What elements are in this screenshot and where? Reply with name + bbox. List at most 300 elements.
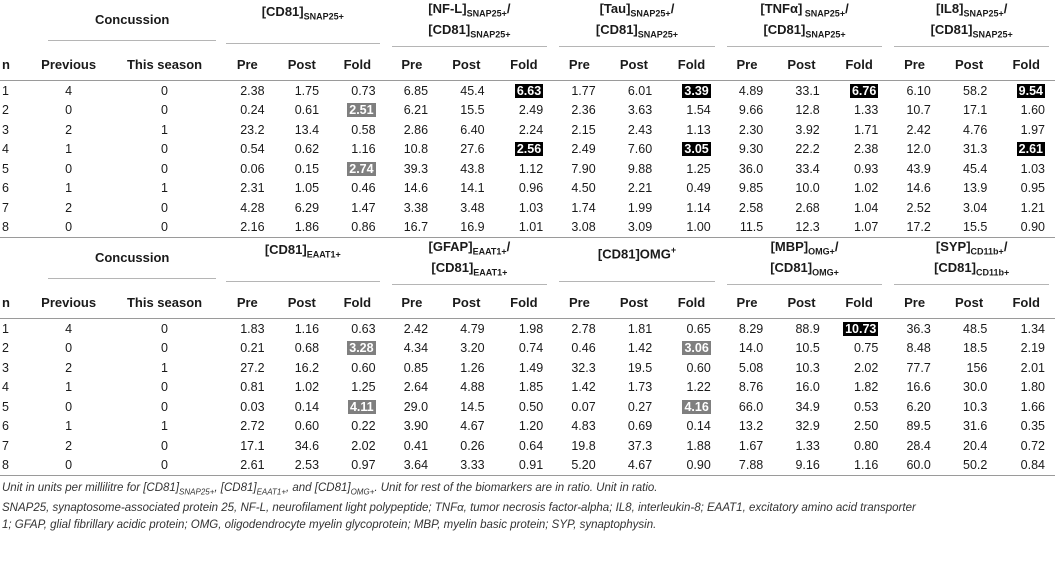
cell-this-season: 1 bbox=[161, 360, 168, 375]
cell-post: 30.0 bbox=[963, 380, 988, 395]
cell-fold: 1.03 bbox=[1020, 161, 1045, 176]
cell-fold: 0.22 bbox=[351, 419, 376, 434]
cell-fold: 1.33 bbox=[853, 103, 879, 118]
biomarker-header: $[IL8]_{SNAP25+}/$ $[CD81]_{SNAP25+}$ bbox=[888, 0, 1055, 48]
column-header-pre: Pre bbox=[736, 294, 758, 310]
fold-highlight-black: 6.76 bbox=[851, 83, 877, 98]
cell-fold bbox=[997, 81, 1055, 101]
cell-fold bbox=[329, 397, 386, 417]
cell-post: 37.3 bbox=[627, 438, 653, 453]
cell-n: 5 bbox=[2, 399, 9, 414]
cell-previous: 1 bbox=[65, 419, 73, 434]
cell-fold: 0.60 bbox=[686, 360, 711, 375]
fold-highlight-black: 10.73 bbox=[845, 321, 877, 336]
cell-post: 6.40 bbox=[460, 122, 485, 137]
cell-n: 8 bbox=[2, 458, 9, 473]
table-row bbox=[0, 159, 1055, 179]
cell-post: 0.14 bbox=[294, 399, 320, 414]
cell-previous: 4 bbox=[65, 321, 73, 336]
cell-pre: 1.74 bbox=[571, 200, 596, 215]
table-row bbox=[0, 456, 1055, 476]
cell-pre: 0.54 bbox=[240, 142, 265, 157]
cell-post: 34.6 bbox=[294, 438, 320, 453]
cell-post: 0.68 bbox=[294, 341, 320, 356]
cell-pre: 0.24 bbox=[240, 103, 265, 118]
cell-post: 1.75 bbox=[294, 83, 320, 98]
table-row bbox=[0, 339, 1055, 359]
cell-fold bbox=[329, 159, 386, 179]
cell-post: 58.2 bbox=[963, 83, 988, 98]
column-header-post: Post bbox=[287, 56, 316, 72]
cell-fold: 0.97 bbox=[351, 458, 376, 473]
cell-post: 45.4 bbox=[963, 161, 988, 176]
cell-post: 33.1 bbox=[795, 83, 820, 98]
table-row bbox=[0, 198, 1055, 218]
cell-fold: 1.47 bbox=[351, 200, 376, 215]
cell-post: 4.88 bbox=[460, 380, 485, 395]
cell-post: 0.27 bbox=[627, 399, 653, 414]
fold-highlight-black: 3.05 bbox=[684, 142, 709, 157]
footnote-units: Unit in units per millilitre for $[CD81]_{SNAP25+}$, $[CD81]_{EAAT1+}$, and $[CD81]_{OMG+}$. Unit for rest of the biomarkers are in ratio. Unit in ratio. bbox=[2, 482, 658, 497]
cell-pre: 4.89 bbox=[738, 83, 764, 98]
cell-post: 10.0 bbox=[795, 181, 820, 196]
cell-pre: 1.42 bbox=[571, 380, 596, 395]
fold-highlight-gray: 3.06 bbox=[684, 341, 709, 356]
cell-fold: 1.22 bbox=[686, 380, 711, 395]
cell-this-season: 1 bbox=[161, 419, 168, 434]
cell-post: 0.15 bbox=[294, 161, 320, 176]
cell-post: 27.6 bbox=[460, 142, 485, 157]
cell-pre: 17.2 bbox=[906, 220, 931, 235]
cell-post: 15.5 bbox=[963, 220, 988, 235]
concussion-group-header: Concussion bbox=[28, 238, 220, 287]
table-row bbox=[0, 218, 1055, 238]
footnote-abbreviations-cont: 1; GFAP, glial fibrillary acidic protein; OMG, oligodendrocyte myelin glycoprotein; MBP, myelin basic protein; SYP, synaptophysin. bbox=[2, 519, 657, 532]
cell-fold: 1.16 bbox=[351, 142, 376, 157]
cell-pre: 89.5 bbox=[906, 419, 931, 434]
cell-post: 31.3 bbox=[963, 142, 988, 157]
column-header-fold: Fold bbox=[510, 294, 538, 310]
cell-previous: 2 bbox=[65, 200, 73, 215]
cell-n: 6 bbox=[2, 419, 9, 434]
column-header-post: Post bbox=[787, 56, 816, 72]
cell-fold: 1.04 bbox=[853, 200, 879, 215]
column-header-post: Post bbox=[955, 294, 984, 310]
cell-pre: 0.06 bbox=[240, 161, 265, 176]
biomarker-header: [CD81]OMG+ bbox=[553, 238, 721, 287]
cell-fold: 0.64 bbox=[518, 438, 544, 453]
cell-post: 22.2 bbox=[795, 142, 820, 157]
cell-fold: 1.25 bbox=[686, 161, 711, 176]
cell-post: 1.86 bbox=[294, 220, 320, 235]
biomarker-header: $[GFAP]_{EAAT1+}/$ $[CD81]_{EAAT1+}$ bbox=[386, 238, 554, 287]
cell-fold: 0.74 bbox=[518, 341, 544, 356]
cell-pre: 60.0 bbox=[906, 458, 931, 473]
cell-post: 33.4 bbox=[795, 161, 820, 176]
column-header-fold: Fold bbox=[1012, 294, 1040, 310]
cell-pre: 28.4 bbox=[906, 438, 931, 453]
cell-this-season: 0 bbox=[161, 321, 168, 336]
cell-previous: 0 bbox=[65, 458, 73, 473]
cell-pre: 2.52 bbox=[906, 200, 931, 215]
cell-pre: 16.6 bbox=[906, 380, 931, 395]
table-row bbox=[0, 378, 1055, 398]
cell-post: 13.4 bbox=[294, 122, 320, 137]
column-header-this-season: This season bbox=[126, 56, 203, 72]
cell-fold: 1.85 bbox=[518, 380, 544, 395]
cell-pre: 2.78 bbox=[571, 321, 596, 336]
cell-pre: 10.7 bbox=[906, 103, 931, 118]
cell-fold: 1.13 bbox=[686, 122, 711, 137]
cell-this-season: 0 bbox=[161, 200, 168, 215]
cell-post: 1.26 bbox=[460, 360, 485, 375]
cell-pre: 8.48 bbox=[906, 341, 931, 356]
cell-fold bbox=[662, 397, 721, 417]
fold-highlight-black: 9.54 bbox=[1018, 83, 1043, 98]
cell-fold: 0.75 bbox=[854, 341, 879, 356]
table-row bbox=[0, 397, 1055, 417]
table-row bbox=[0, 140, 1055, 160]
cell-pre: 3.90 bbox=[403, 419, 429, 434]
cell-pre: 3.38 bbox=[403, 200, 429, 215]
cell-fold: 1.98 bbox=[518, 321, 544, 336]
cell-fold: 0.49 bbox=[686, 181, 711, 196]
cell-post: 3.09 bbox=[627, 220, 653, 235]
column-header-fold: Fold bbox=[343, 56, 372, 72]
cell-fold bbox=[997, 140, 1055, 160]
cell-fold: 0.46 bbox=[351, 181, 376, 196]
cell-post: 3.04 bbox=[963, 200, 988, 215]
cell-fold: 1.16 bbox=[854, 458, 879, 473]
cell-pre: 3.08 bbox=[571, 220, 596, 235]
column-header-previous: Previous bbox=[41, 56, 97, 72]
cell-post: 10.3 bbox=[963, 399, 988, 414]
cell-this-season: 0 bbox=[161, 438, 168, 453]
cell-fold: 0.84 bbox=[1020, 458, 1045, 473]
cell-pre: 2.49 bbox=[571, 142, 596, 157]
cell-post: 1.73 bbox=[627, 380, 653, 395]
cell-this-season: 0 bbox=[161, 142, 168, 157]
cell-fold: 1.97 bbox=[1020, 122, 1045, 137]
cell-fold bbox=[495, 81, 554, 101]
cell-previous: 0 bbox=[65, 220, 73, 235]
cell-pre: 2.30 bbox=[738, 122, 764, 137]
cell-pre: 9.85 bbox=[738, 181, 764, 196]
cell-post: 1.99 bbox=[627, 200, 653, 215]
cell-fold: 0.58 bbox=[351, 122, 376, 137]
table-row bbox=[0, 81, 1055, 101]
column-header-fold: Fold bbox=[677, 294, 706, 310]
fold-highlight-gray: 2.74 bbox=[349, 161, 374, 176]
cell-pre: 1.77 bbox=[571, 83, 596, 98]
cell-fold: 0.80 bbox=[854, 438, 879, 453]
blank-header-cell bbox=[0, 238, 28, 287]
cell-pre: 2.64 bbox=[403, 380, 429, 395]
cell-pre: 0.41 bbox=[403, 438, 429, 453]
column-header-fold: Fold bbox=[845, 294, 873, 310]
cell-pre: 43.9 bbox=[906, 161, 931, 176]
cell-this-season: 0 bbox=[161, 103, 168, 118]
cell-fold: 2.38 bbox=[853, 142, 879, 157]
column-header-n: n bbox=[2, 294, 10, 310]
cell-post: 88.9 bbox=[795, 321, 820, 336]
cell-previous: 1 bbox=[65, 181, 73, 196]
cell-pre: 6.10 bbox=[906, 83, 931, 98]
cell-pre: 4.28 bbox=[240, 200, 265, 215]
cell-pre: 2.72 bbox=[240, 419, 265, 434]
column-header-pre: Pre bbox=[736, 56, 758, 72]
cell-pre: 4.34 bbox=[403, 341, 429, 356]
cell-post: 6.01 bbox=[627, 83, 653, 98]
cell-post: 9.16 bbox=[795, 458, 820, 473]
cell-post: 45.4 bbox=[460, 83, 485, 98]
cell-fold: 1.34 bbox=[1020, 321, 1045, 336]
cell-pre: 19.8 bbox=[571, 438, 596, 453]
cell-post: 16.0 bbox=[795, 380, 820, 395]
cell-post: 16.9 bbox=[460, 220, 485, 235]
cell-fold: 1.82 bbox=[854, 380, 879, 395]
column-header-post: Post bbox=[619, 294, 649, 310]
cell-previous: 2 bbox=[65, 122, 73, 137]
cell-fold: 0.63 bbox=[351, 321, 376, 336]
cell-fold: 1.25 bbox=[351, 380, 376, 395]
cell-n: 6 bbox=[2, 181, 9, 196]
cell-this-season: 0 bbox=[161, 380, 168, 395]
cell-previous: 0 bbox=[65, 399, 73, 414]
column-header-post: Post bbox=[452, 294, 481, 310]
table-row bbox=[0, 101, 1055, 121]
cell-pre: 0.07 bbox=[571, 399, 596, 414]
cell-fold: 2.02 bbox=[854, 360, 879, 375]
cell-post: 14.5 bbox=[460, 399, 485, 414]
fold-highlight-black: 6.63 bbox=[516, 83, 542, 98]
cell-this-season: 0 bbox=[161, 161, 168, 176]
cell-pre: 17.1 bbox=[240, 438, 265, 453]
cell-pre: 3.64 bbox=[403, 458, 429, 473]
cell-post: 2.21 bbox=[627, 181, 653, 196]
cell-fold: 0.50 bbox=[518, 399, 544, 414]
cell-pre: 12.0 bbox=[906, 142, 931, 157]
cell-fold: 0.53 bbox=[854, 399, 879, 414]
cell-post: 156 bbox=[966, 360, 988, 375]
fold-highlight-black: 3.39 bbox=[684, 83, 709, 98]
cell-previous: 1 bbox=[65, 380, 73, 395]
column-header-pre: Pre bbox=[236, 294, 258, 310]
column-header-post: Post bbox=[787, 294, 816, 310]
cell-post: 1.42 bbox=[627, 341, 653, 356]
cell-post: 14.1 bbox=[460, 181, 485, 196]
cell-post: 1.16 bbox=[294, 321, 320, 336]
cell-n: 7 bbox=[2, 438, 9, 453]
cell-fold: 1.88 bbox=[686, 438, 711, 453]
fold-highlight-gray: 4.16 bbox=[684, 399, 709, 414]
cell-pre: 29.0 bbox=[403, 399, 429, 414]
cell-n: 3 bbox=[2, 360, 9, 375]
cell-fold: 2.50 bbox=[854, 419, 879, 434]
biomarker-header: $[NF-L]_{SNAP25+}/$ $[CD81]_{SNAP25+}$ bbox=[386, 0, 554, 48]
cell-fold: 1.02 bbox=[853, 181, 879, 196]
cell-post: 12.3 bbox=[795, 220, 820, 235]
cell-pre: 32.3 bbox=[571, 360, 596, 375]
cell-fold: 1.49 bbox=[518, 360, 544, 375]
cell-fold bbox=[329, 339, 386, 359]
cell-fold: 1.21 bbox=[1020, 200, 1045, 215]
cell-pre: 2.61 bbox=[240, 458, 265, 473]
column-header-fold: Fold bbox=[677, 56, 706, 72]
column-header-post: Post bbox=[452, 56, 481, 72]
cell-n: 7 bbox=[2, 200, 9, 215]
cell-fold: 1.60 bbox=[1020, 103, 1045, 118]
cell-fold: 1.00 bbox=[686, 220, 711, 235]
column-header-fold: Fold bbox=[1012, 56, 1040, 72]
cell-fold: 1.07 bbox=[853, 220, 879, 235]
cell-previous: 2 bbox=[65, 438, 73, 453]
cell-post: 1.05 bbox=[294, 181, 320, 196]
cell-post: 3.20 bbox=[460, 341, 485, 356]
cell-pre: 14.6 bbox=[403, 181, 429, 196]
cell-this-season: 0 bbox=[161, 399, 168, 414]
cell-pre: 6.20 bbox=[906, 399, 931, 414]
cell-fold: 0.86 bbox=[351, 220, 376, 235]
cell-n: 8 bbox=[2, 220, 9, 235]
cell-fold bbox=[662, 140, 721, 160]
table-row bbox=[0, 417, 1055, 437]
cell-pre: 5.08 bbox=[738, 360, 764, 375]
cell-pre: 9.66 bbox=[738, 103, 764, 118]
cell-pre: 14.6 bbox=[906, 181, 931, 196]
cell-fold: 1.20 bbox=[518, 419, 544, 434]
cell-post: 3.63 bbox=[627, 103, 653, 118]
cell-pre: 8.76 bbox=[738, 380, 764, 395]
cell-n: 4 bbox=[2, 380, 9, 395]
cell-fold: 0.60 bbox=[351, 360, 376, 375]
cell-post: 50.2 bbox=[963, 458, 988, 473]
cell-fold: 1.80 bbox=[1020, 380, 1045, 395]
table-row bbox=[0, 179, 1055, 199]
biomarker-header: $[SYP]_{CD11b+}/$ $[CD81]_{CD11b+}$ bbox=[888, 238, 1055, 287]
fold-highlight-black: 2.56 bbox=[516, 142, 542, 157]
cell-previous: 1 bbox=[65, 142, 73, 157]
column-header-fold: Fold bbox=[343, 294, 372, 310]
column-header-pre: Pre bbox=[568, 294, 590, 310]
cell-post: 2.68 bbox=[795, 200, 820, 215]
cell-post: 0.60 bbox=[294, 419, 320, 434]
column-header-post: Post bbox=[954, 56, 984, 72]
cell-fold bbox=[329, 101, 386, 121]
cell-fold bbox=[662, 339, 721, 359]
cell-fold: 2.02 bbox=[351, 438, 376, 453]
cell-pre: 0.21 bbox=[240, 341, 265, 356]
cell-fold: 1.12 bbox=[518, 161, 544, 176]
cell-pre: 16.7 bbox=[403, 220, 429, 235]
cell-post: 4.76 bbox=[963, 122, 988, 137]
table-row bbox=[0, 436, 1055, 456]
cell-pre: 4.83 bbox=[571, 419, 596, 434]
cell-post: 3.48 bbox=[460, 200, 485, 215]
cell-previous: 0 bbox=[65, 161, 73, 176]
cell-this-season: 0 bbox=[161, 458, 168, 473]
cell-pre: 6.21 bbox=[403, 103, 429, 118]
biomarker-header: $[CD81]_{SNAP25+}$ bbox=[220, 0, 386, 48]
cell-post: 34.9 bbox=[795, 399, 820, 414]
cell-post: 17.1 bbox=[963, 103, 988, 118]
table-row bbox=[0, 358, 1055, 378]
column-header-pre: Pre bbox=[568, 56, 590, 72]
cell-pre: 2.42 bbox=[403, 321, 429, 336]
column-header-pre: Pre bbox=[904, 56, 926, 72]
table-footnotes bbox=[0, 475, 1055, 534]
cell-pre: 2.58 bbox=[738, 200, 764, 215]
column-header-fold: Fold bbox=[510, 56, 538, 72]
cell-post: 18.5 bbox=[963, 341, 988, 356]
column-header-post: Post bbox=[619, 56, 648, 72]
cell-this-season: 1 bbox=[161, 181, 168, 196]
cell-post: 0.26 bbox=[460, 438, 485, 453]
cell-fold: 1.01 bbox=[518, 220, 544, 235]
cell-post: 0.62 bbox=[294, 142, 320, 157]
cell-post: 3.92 bbox=[795, 122, 820, 137]
cell-fold: 1.54 bbox=[686, 103, 711, 118]
cell-fold: 0.72 bbox=[1020, 438, 1045, 453]
cell-pre: 4.50 bbox=[571, 181, 596, 196]
cell-pre: 7.88 bbox=[738, 458, 764, 473]
cell-fold: 0.93 bbox=[853, 161, 879, 176]
cell-post: 48.5 bbox=[963, 321, 988, 336]
cell-post: 7.60 bbox=[627, 142, 653, 157]
cell-n: 1 bbox=[2, 321, 9, 336]
biomarker-header: $[MBP]_{OMG+}/$ $[CD81]_{OMG+}$ bbox=[721, 238, 889, 287]
cell-post: 0.61 bbox=[294, 103, 320, 118]
column-header-pre: Pre bbox=[904, 294, 926, 310]
cell-pre: 0.81 bbox=[240, 380, 265, 395]
cell-post: 19.5 bbox=[627, 360, 653, 375]
cell-fold: 2.19 bbox=[1020, 341, 1045, 356]
cell-post: 0.69 bbox=[627, 419, 653, 434]
cell-pre: 77.7 bbox=[906, 360, 931, 375]
cell-n: 1 bbox=[2, 83, 9, 98]
cell-pre: 0.46 bbox=[571, 341, 596, 356]
cell-pre: 13.2 bbox=[738, 419, 764, 434]
cell-n: 5 bbox=[2, 161, 9, 176]
cell-post: 15.5 bbox=[460, 103, 485, 118]
cell-fold bbox=[495, 140, 554, 160]
cell-pre: 27.2 bbox=[240, 360, 265, 375]
cell-pre: 0.03 bbox=[240, 399, 265, 414]
cell-post: 1.81 bbox=[627, 321, 653, 336]
footnote-abbreviations: SNAP25, synaptosome-associated protein 25, NF-L, neurofilament light polypeptide; TNFα, tumor necrosis factor-alpha; IL8, interleukin-8; EAAT1, excitatory amino acid transporter bbox=[2, 502, 916, 515]
cell-post: 2.43 bbox=[627, 122, 653, 137]
cell-fold bbox=[830, 81, 889, 101]
cell-post: 13.9 bbox=[963, 181, 988, 196]
cell-fold: 2.24 bbox=[518, 122, 544, 137]
concussion-group-header: Concussion bbox=[28, 0, 220, 48]
biomarker-header: [TNFα] $_{SNAP25+}$/ $[CD81]_{SNAP25+}$ bbox=[721, 0, 889, 48]
cell-fold: 2.49 bbox=[518, 103, 544, 118]
cell-post: 10.3 bbox=[795, 360, 820, 375]
cell-fold: 1.71 bbox=[853, 122, 879, 137]
cell-post: 9.88 bbox=[627, 161, 653, 176]
biomarker-header: $[CD81]_{EAAT1+}$ bbox=[220, 238, 386, 287]
column-header-fold: Fold bbox=[845, 56, 873, 72]
cell-pre: 39.3 bbox=[403, 161, 429, 176]
cell-pre: 1.67 bbox=[738, 438, 764, 453]
fold-highlight-black: 2.61 bbox=[1018, 142, 1043, 157]
column-header-n: n bbox=[2, 56, 10, 72]
cell-pre: 0.85 bbox=[403, 360, 429, 375]
cell-fold: 0.14 bbox=[686, 419, 711, 434]
column-header-this-season: This season bbox=[126, 294, 203, 310]
cell-fold: 0.35 bbox=[1020, 419, 1045, 434]
